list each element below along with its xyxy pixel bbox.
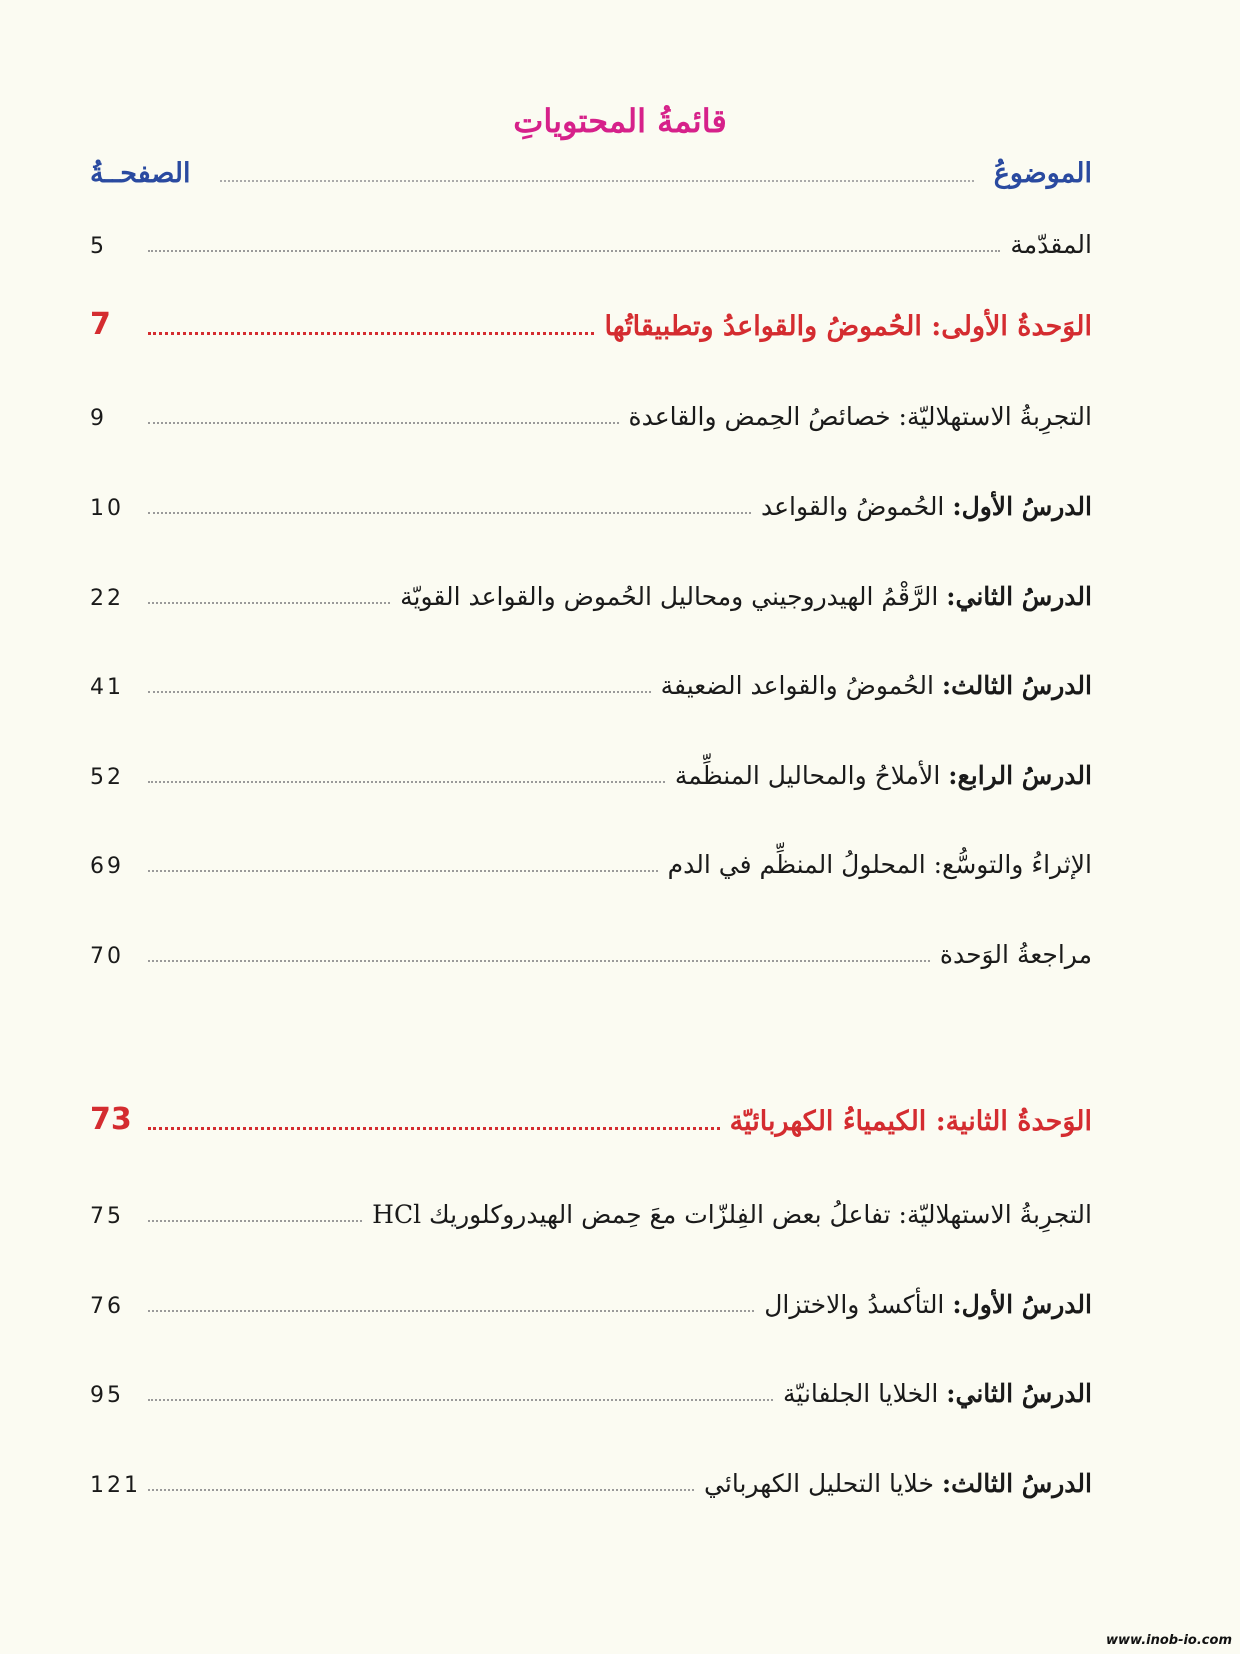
toc-entry-intro[interactable] bbox=[90, 210, 1092, 260]
dot-leader bbox=[148, 512, 751, 514]
entry-text: التجرِبةُ الاستهلاليّة: خصائصُ الحِمض والقاعدة bbox=[628, 402, 1092, 431]
entry-topic bbox=[629, 402, 1092, 432]
unit-1-heading[interactable] bbox=[90, 293, 1092, 343]
topic-column-label: الموضوعُ bbox=[993, 157, 1092, 189]
entry-prefix: الدرسُ الثاني: bbox=[946, 582, 1092, 611]
unit-page-number: 73 bbox=[90, 1102, 132, 1137]
entry-prefix: الدرسُ الثاني: bbox=[946, 1379, 1092, 1408]
toc-entry[interactable] bbox=[90, 651, 1092, 701]
dot-leader bbox=[148, 691, 651, 693]
entry-page-number: 9 bbox=[90, 405, 107, 431]
entry-page-number: 52 bbox=[90, 764, 124, 790]
entry-prefix: الدرسُ الأول: bbox=[952, 1290, 1092, 1319]
dot-leader bbox=[148, 250, 1000, 252]
entry-prefix: الدرسُ الثالث: bbox=[941, 1469, 1092, 1498]
entry-page-number: 41 bbox=[90, 674, 124, 700]
entry-page-number: 75 bbox=[90, 1203, 124, 1229]
entry-text: الخلايا الجلفانيّة bbox=[783, 1379, 939, 1408]
dot-leader bbox=[148, 781, 665, 783]
entry-topic: المقدّمة bbox=[1010, 230, 1092, 259]
toc-header bbox=[90, 140, 1092, 190]
entry-text: التأكسدُ والاختزال bbox=[764, 1290, 945, 1319]
entry-topic bbox=[668, 850, 1092, 880]
toc-entry[interactable] bbox=[90, 382, 1092, 432]
toc-entry[interactable] bbox=[90, 562, 1092, 612]
entry-page-number: 70 bbox=[90, 943, 124, 969]
dot-leader bbox=[148, 1489, 694, 1491]
dot-leader bbox=[148, 1220, 362, 1222]
entry-prefix: الدرسُ الثالث: bbox=[941, 671, 1092, 700]
dot-leader bbox=[148, 1127, 720, 1130]
unit-page-number: 7 bbox=[90, 307, 111, 342]
toc-entry[interactable] bbox=[90, 1449, 1092, 1499]
entry-page-number: 10 bbox=[90, 495, 124, 521]
site-watermark: www.inob-io.com bbox=[1106, 1633, 1232, 1648]
unit-title: الوَحدةُ الأولى: الحُموضُ والقواعدُ وتطبيقاتُها bbox=[604, 310, 1092, 342]
toc-entry[interactable] bbox=[90, 1270, 1092, 1320]
entry-topic bbox=[783, 1379, 1092, 1409]
entry-text: التجرِبةُ الاستهلاليّة: تفاعلُ بعض الفِلزّات معَ حِمض الهيدروكلوريك HCl bbox=[372, 1200, 1092, 1229]
entry-page-number: 95 bbox=[90, 1382, 124, 1408]
page-column-label: الصفحــةُ bbox=[90, 157, 191, 189]
dot-leader bbox=[148, 422, 619, 424]
entry-topic bbox=[940, 940, 1092, 970]
toc-entry[interactable] bbox=[90, 830, 1092, 880]
dot-leader bbox=[148, 1399, 773, 1401]
entry-text: الحُموضُ والقواعد الضعيفة bbox=[660, 671, 934, 700]
unit-2-heading[interactable] bbox=[90, 1088, 1092, 1138]
unit-title: الوَحدةُ الثانية: الكيمياءُ الكهربائيّة bbox=[729, 1105, 1092, 1137]
dot-leader bbox=[220, 180, 974, 182]
entry-topic bbox=[675, 761, 1092, 791]
toc-entry[interactable] bbox=[90, 741, 1092, 791]
dot-leader bbox=[148, 870, 658, 872]
toc-entry[interactable] bbox=[90, 920, 1092, 970]
toc-entry[interactable] bbox=[90, 1180, 1092, 1230]
dot-leader bbox=[148, 332, 594, 335]
toc-entry[interactable] bbox=[90, 1359, 1092, 1409]
entry-text: الإثراءُ والتوسُّع: المحلولُ المنظِّم في الدم bbox=[667, 850, 1092, 879]
entry-topic bbox=[761, 492, 1092, 522]
entry-topic bbox=[661, 671, 1092, 701]
entry-text: الرَّقْمُ الهيدروجيني ومحاليل الحُموض والقواعد القويّة bbox=[400, 582, 939, 611]
entry-page-number: 76 bbox=[90, 1293, 124, 1319]
toc-entry[interactable] bbox=[90, 472, 1092, 522]
entry-topic bbox=[704, 1469, 1092, 1499]
dot-leader bbox=[148, 1310, 754, 1312]
entry-prefix: الدرسُ الأول: bbox=[952, 492, 1092, 521]
entry-topic bbox=[764, 1290, 1092, 1320]
entry-text: الحُموضُ والقواعد bbox=[760, 492, 945, 521]
entry-page-number: 22 bbox=[90, 585, 124, 611]
entry-topic bbox=[372, 1200, 1092, 1230]
entry-text: الأملاحُ والمحاليل المنظِّمة bbox=[674, 761, 941, 790]
entry-page-number: 121 bbox=[90, 1472, 141, 1498]
entry-prefix: الدرسُ الرابع: bbox=[948, 761, 1092, 790]
entry-topic bbox=[400, 582, 1092, 612]
page-title: قائمةُ المحتوياتِ bbox=[513, 102, 727, 140]
dot-leader bbox=[148, 602, 390, 604]
entry-text: خلايا التحليل الكهربائي bbox=[704, 1469, 934, 1498]
dot-leader bbox=[148, 960, 930, 962]
entry-text: مراجعةُ الوَحدة bbox=[939, 940, 1092, 969]
entry-page-number: 5 bbox=[90, 233, 107, 259]
entry-page-number: 69 bbox=[90, 853, 124, 879]
